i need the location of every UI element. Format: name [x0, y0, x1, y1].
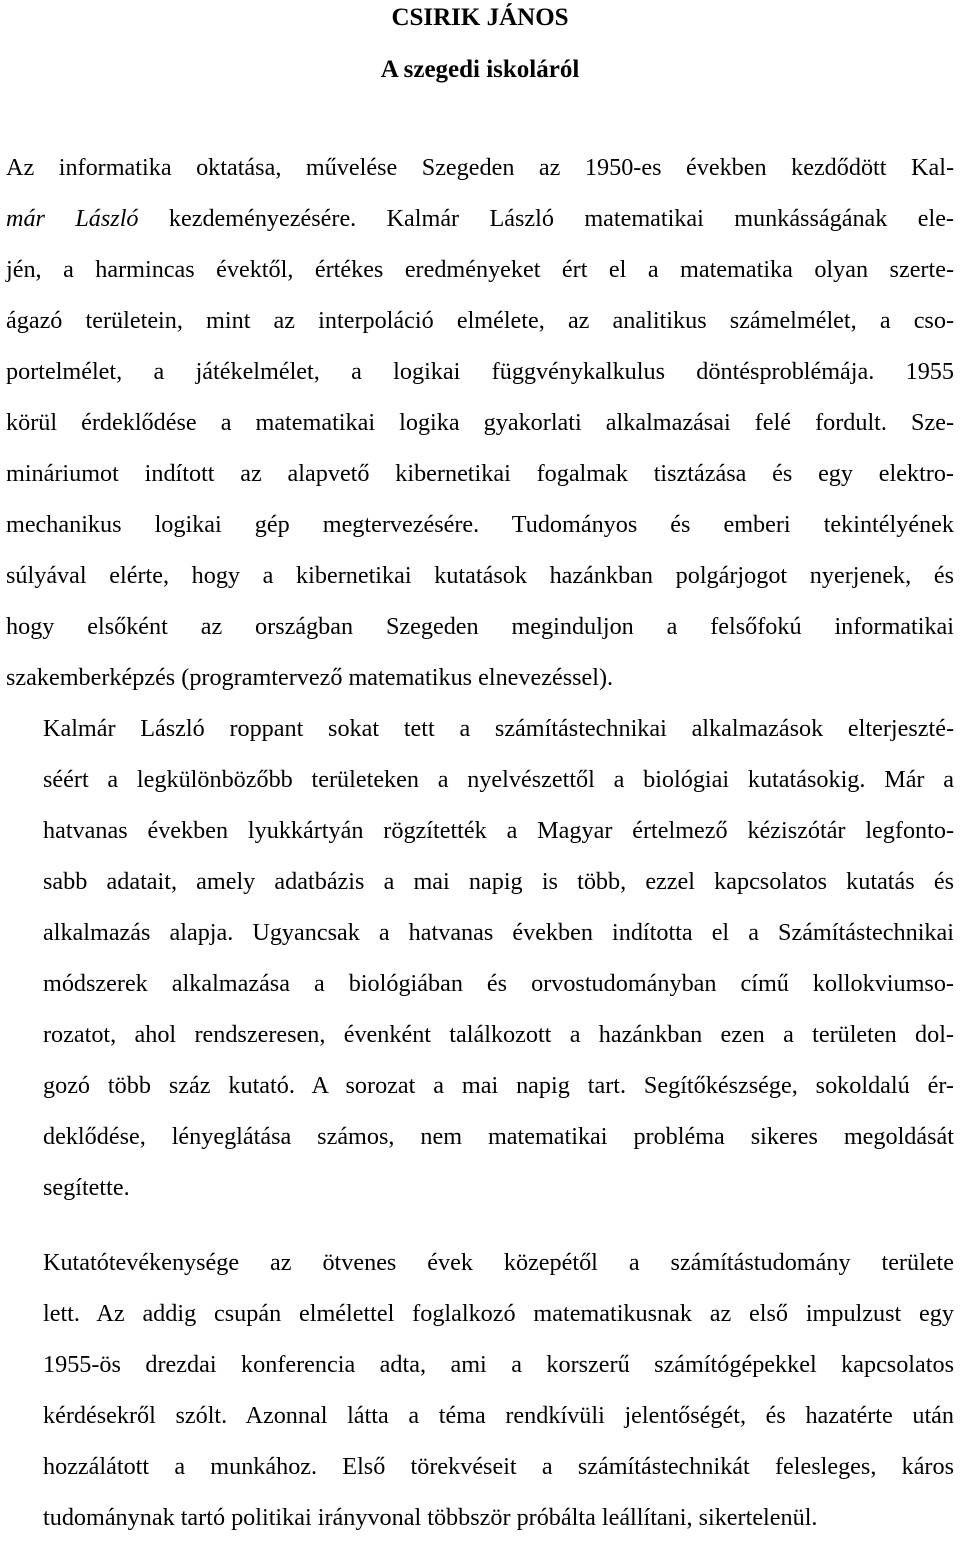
text-line: [6, 244, 954, 295]
text-line: [6, 1237, 954, 1288]
line-text: hogy elsőként az országban Szegeden meginduljon a felsőfokú informatikai: [6, 613, 954, 640]
text-line: [6, 1111, 954, 1162]
paragraph: [6, 142, 954, 703]
line-text: 1955-ös drezdai konferencia adta, ami a korszerű számítógépekkel kapcsolatos: [43, 1351, 954, 1378]
text-line: [6, 397, 954, 448]
text-line: [6, 601, 954, 652]
document-page: [6, 0, 954, 1543]
text-line: [6, 1162, 954, 1213]
line-text: segítette.: [43, 1174, 130, 1201]
line-text: szakemberképzés (programtervező matematikus elnevezéssel).: [6, 664, 614, 691]
text-line: [6, 754, 954, 805]
line-text: mináriumot indított az alapvető kibernetikai fogalmak tisztázása és egy elektro-: [6, 460, 954, 487]
article-title: A szegedi iskoláról: [380, 56, 580, 83]
line-text: kezdeményezésére. Kalmár László matematikai munkásságának ele-: [138, 205, 954, 232]
line-text: ágazó területein, mint az interpoláció elmélete, az analitikus számelmélet, a cso-: [6, 307, 954, 334]
text-line: [6, 1441, 954, 1492]
text-line: [6, 1492, 954, 1543]
article-body: [6, 142, 954, 1543]
line-text: sabb adatait, amely adatbázis a mai napig is több, ezzel kapcsolatos kutatás és: [43, 868, 954, 895]
text-line: [6, 1060, 954, 1111]
line-text: mechanikus logikai gép megtervezésére. Tudományos és emberi tekintélyének: [6, 511, 954, 538]
text-line: [6, 346, 954, 397]
text-line: [6, 193, 954, 244]
line-text: módszerek alkalmazása a biológiában és orvostudományban című kollokviumso-: [43, 970, 954, 997]
text-line: [6, 499, 954, 550]
text-line: [6, 805, 954, 856]
text-line: [6, 295, 954, 346]
line-text: hatvanas években lyukkártyán rögzítették a Magyar értelmező kéziszótár legfonto-: [43, 817, 954, 844]
line-text: Kutatótevékenysége az ötvenes évek közepétől a számítástudomány területe: [43, 1249, 954, 1276]
line-text: kérdésekről szólt. Azonnal látta a téma rendkívüli jelentőségét, és hazatérte után: [43, 1402, 954, 1429]
italic-text: már László: [6, 205, 139, 232]
line-text: portelmélet, a játékelmélet, a logikai függvénykalkulus döntésproblémája. 1955: [6, 358, 954, 385]
line-text: hozzálátott a munkához. Első törekvéseit a számítástechnikát felesleges, káros: [43, 1453, 954, 1480]
text-line: [6, 550, 954, 601]
text-line: [6, 907, 954, 958]
line-text: jén, a harmincas évektől, értékes eredményeket ért el a matematika olyan szerte-: [6, 256, 954, 283]
text-line: [6, 142, 954, 193]
line-text: lett. Az addig csupán elmélettel foglalkozó matematikusnak az első impulzust egy: [43, 1300, 954, 1327]
text-line: [6, 1288, 954, 1339]
text-line: [6, 1009, 954, 1060]
paragraph: [6, 703, 954, 1213]
text-line: [6, 652, 954, 703]
line-text: Az informatika oktatása, művelése Szegeden az 1950-es években kezdődött Kal-: [6, 154, 954, 181]
paragraph: [6, 1237, 954, 1543]
text-line: [6, 448, 954, 499]
line-text: rozatot, ahol rendszeresen, évenként találkozott a hazánkban ezen a területen dol-: [43, 1021, 954, 1048]
line-text: deklődése, lényeglátása számos, nem matematikai probléma sikeres megoldását: [43, 1123, 954, 1150]
text-line: [6, 703, 954, 754]
line-text: súlyával elérte, hogy a kibernetikai kutatások hazánkban polgárjogot nyerjenek, és: [6, 562, 954, 589]
line-text: Kalmár László roppant sokat tett a számítástechnikai alkalmazások elterjeszté-: [43, 715, 954, 742]
text-line: [6, 1390, 954, 1441]
line-text: gozó több száz kutató. A sorozat a mai napig tart. Segítőkészsége, sokoldalú ér-: [43, 1072, 954, 1099]
author-name: CSIRIK JÁNOS: [391, 4, 569, 31]
line-text: tudománynak tartó politikai irányvonal többször próbálta leállítani, sikertelenül.: [43, 1504, 818, 1531]
line-text: körül érdeklődése a matematikai logika gyakorlati alkalmazásai felé fordult. Sze-: [6, 409, 954, 436]
text-line: [6, 1339, 954, 1390]
text-line: [6, 958, 954, 1009]
line-text: séért a legkülönbözőbb területeken a nyelvészettől a biológiai kutatásokig. Már a: [43, 766, 954, 793]
line-text: alkalmazás alapja. Ugyancsak a hatvanas években indította el a Számítástechnikai: [43, 919, 954, 946]
text-line: [6, 856, 954, 907]
